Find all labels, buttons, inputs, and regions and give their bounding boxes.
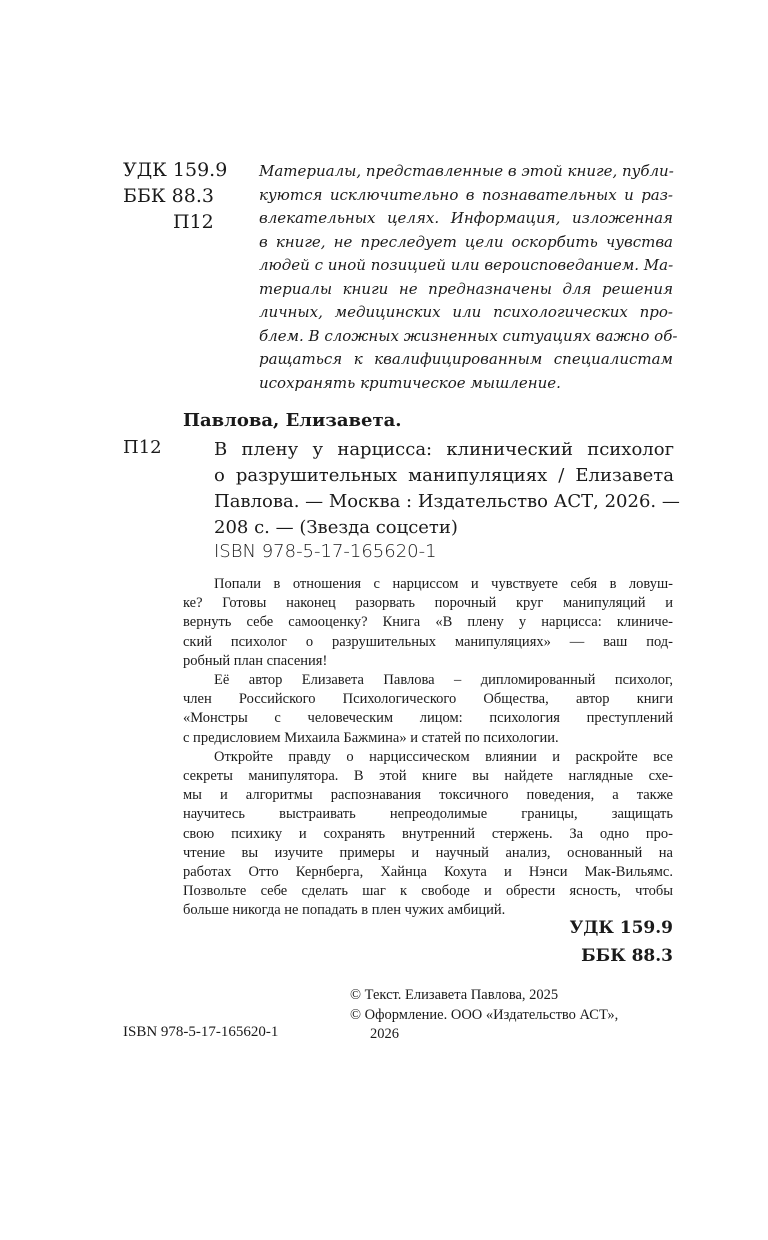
biblio-line: о разрушительных манипуляциях / Елизавета: [214, 465, 674, 486]
annotation-line: робный план спасения!: [183, 652, 328, 669]
disclaimer-line: ращаться к квалифицированным специалистам: [259, 350, 673, 368]
annotation-line: Попали в отношения с нарциссом и чувствуете себя в ловуш-: [214, 576, 673, 592]
disclaimer: [259, 160, 678, 395]
disclaimer-line: блем. В сложных жизненных ситуациях важно об-: [259, 326, 678, 345]
annotation-line: мы и алгоритмы распознавания токсичного поведения, а также: [183, 787, 673, 804]
annotation: [183, 575, 673, 921]
copyright: [350, 986, 618, 1045]
bbk-code-right: ББК 88.3: [581, 946, 673, 966]
disclaimer-line: людей с иной позицией или вероисповеданием. Ма-: [259, 256, 674, 274]
udk-code-right: УДК 159.9: [569, 918, 673, 938]
annotation-line: чтение вы изучите примеры и научный анализ, основанный на: [183, 844, 673, 861]
annotation-line: «Монстры с человеческим лицом: психология преступлений: [183, 710, 673, 727]
author-mark: П12: [173, 211, 214, 233]
annotation-line: с предисловием Михаила Бажмина» и статей по психологии.: [183, 729, 559, 746]
classification-codes: [123, 157, 227, 235]
copyright-line: © Текст. Елизавета Павлова, 2025: [350, 987, 559, 1003]
annotation-line: больше никогда не попадать в плен чужих амбиций.: [183, 902, 506, 919]
disclaimer-line: Материалы, представленные в этой книге, публи-: [259, 162, 674, 180]
disclaimer-line: влекательных целях. Информация, изложенная: [259, 209, 673, 227]
disclaimer-line: исохранять критическое мышление.: [259, 373, 561, 392]
disclaimer-line: личных, медицинских или психологических про-: [259, 303, 673, 321]
annotation-line: ке? Готовы наконец разорвать порочный круг манипуляций и: [183, 595, 673, 612]
annotation-line: ский психолог о разрушительных манипуляциях» — ваш под-: [183, 633, 673, 650]
copyright-line: © Оформление. ООО «Издательство АСТ»,: [350, 1006, 619, 1023]
annotation-line: Откройте правду о нарциссическом влиянии и раскройте все: [214, 748, 673, 765]
biblio-line: 208 с. — (Звезда соцсети): [214, 517, 458, 538]
annotation-line: Её автор Елизавета Павлова – дипломированный психолог,: [214, 672, 673, 689]
author-heading: Павлова, Елизавета.: [183, 410, 402, 431]
biblio-line: Павлова. — Москва : Издательство АСТ, 2026. —: [214, 491, 680, 512]
isbn: ISBN 978-5-17-165620-1: [214, 541, 437, 562]
annotation-line: член Российского Психологического Общества, автор книги: [183, 691, 673, 708]
disclaimer-line: териалы книги не предназначены для решения: [259, 279, 673, 298]
udk-code: УДК 159.9: [123, 159, 228, 181]
annotation-line: секреты манипулятора. В этой книге вы найдете наглядные схе-: [183, 768, 673, 785]
annotation-line: работах Отто Кернберга, Хайнца Кохута и Нэнси Мак-Вильямс.: [183, 864, 673, 881]
disclaimer-line: куются исключительно в познавательных и раз-: [259, 185, 673, 204]
annotation-line: Позвольте себе сделать шаг к свободе и обрести ясность, чтобы: [183, 883, 673, 900]
bibliographic-description: [214, 437, 680, 541]
biblio-line: В плену у нарцисса: клинический психолог: [214, 439, 674, 460]
annotation-line: свою психику и сохранять внутренний стержень. За одно про-: [183, 825, 673, 842]
bbk-code: ББК 88.3: [123, 185, 214, 207]
disclaimer-line: в книге, не преследует цели оскорбить чувства: [259, 232, 673, 251]
copyright-line: 2026: [370, 1026, 399, 1042]
isbn-bottom: ISBN 978-5-17-165620-1: [123, 1024, 279, 1040]
classification-codes-right: [569, 914, 673, 970]
biblio-mark: П12: [123, 437, 162, 458]
annotation-line: вернуть себе самооценку? Книга «В плену у нарцисса: клиниче-: [183, 614, 673, 631]
annotation-line: научитесь выстраивать непреодолимые границы, защищать: [183, 806, 673, 823]
